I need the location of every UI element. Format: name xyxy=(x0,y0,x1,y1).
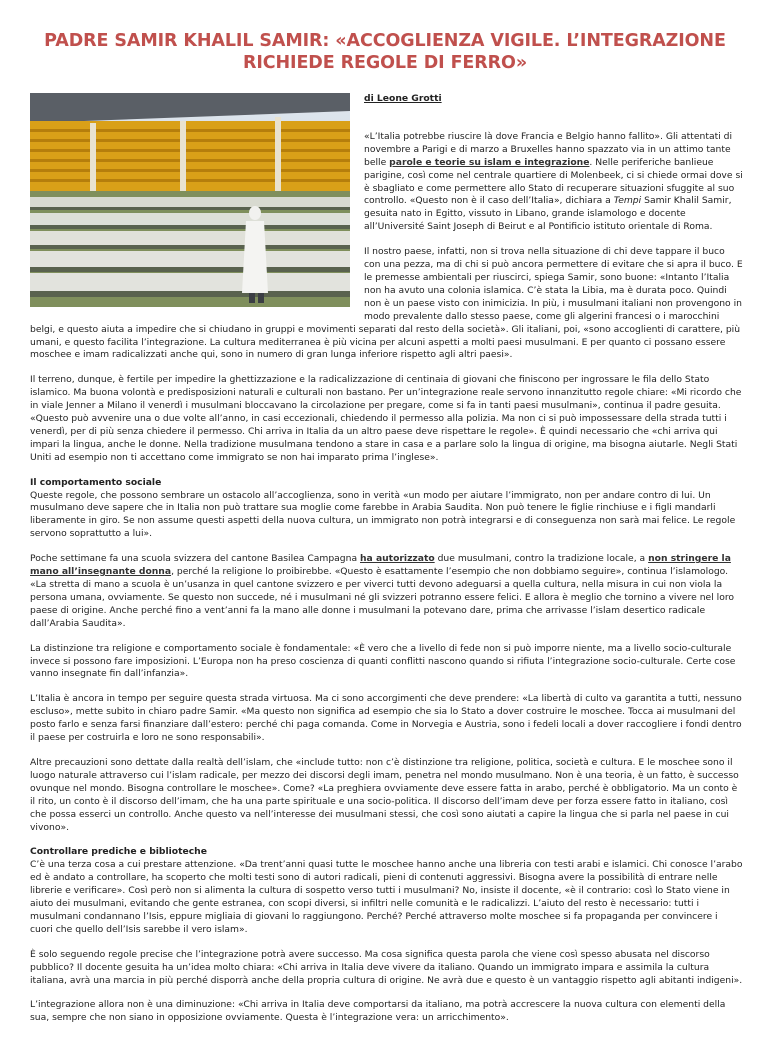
paragraph-10: È solo seguendo regole precise che l’integrazione potrà avere successo. Ma cosa significa questa parola che viene così spesso abusata nel discorso pubblico? Il docente gesuita ha un’idea molto chiara: «Chi arriva in Italia deve vivere da italiano. Quando un immigrato impara e assimila la cultura italiana, avrà una marcia in più perché disporrà anche della propria cultura di origine. Ne avrà due e questo è un vantaggio rispetto agli abitanti indigeni». xyxy=(30,948,743,986)
link-non-stringere-mano[interactable]: non stringere la mano all’insegnante donna xyxy=(30,553,731,578)
tempi-em: Tempi xyxy=(613,195,642,207)
paragraph-8: Altre precauzioni sono dettate dalla realtà dell’islam, che «include tutto: non c’è distinzione tra religione, politica, società e cultura. E le moschee sono il luogo naturale attraverso cui l’islam radicale, per mezzo dei discorsi degli imam, penetra nel mondo musulmano. Non è una teoria, è un fatto, è successo ovunque nel mondo. Bisogna controllare le moschee». Come? «La preghiera ovviamente deve essere fatta in arabo, perché è obbligatorio. Ma un conto è il rito, un conto è il discorso dell’imam, che ha una parte spirituale e una socio-politica. Il discorso dell’imam deve per forza essere fatto in italiano, così che possa esserci un controllo. Anche questo va nell’interesse dei musulmani stessi, che così sono aiutati a capire la lingua che si parla nel paese in cui vivono». xyxy=(30,756,739,833)
section-heading-1: Il comportamento sociale xyxy=(30,476,162,488)
link-ha-autorizzato[interactable]: ha autorizzato xyxy=(360,553,435,565)
paragraph-2: Il nostro paese, infatti, non si trova nella situazione di chi deve tappare il buco con una pezza, ma di chi si può ancora permettere di evitare che si apra il buco. E le premesse ambientali per riuscirci, spiega Samir, sono buone: «Intanto l’Italia non ha avuto una colonia islamica. C’è stata la Libia, ma è durata poco. Quindi non è un paese visto con inimicizia. In più, i musulmani italiani non provengono in modo prevalente dallo stesso paese, come gli algerini francesi o i marocchini belgi, e questo aiuta a impedire che si chiudano in gruppi e movimenti separati dal resto della società». Gli italiani, poi, «sono accoglienti di carattere, più umani, e questo facilita l’integrazione. La cultura mediterranea è più vicina per alcuni aspetti a molti paesi musulmani. E per quanto ci possano essere moschee e imam radicalizzati anche qui, sono in numero di gran lunga inferiore rispetto agli altri paesi». xyxy=(30,246,743,361)
article-title: PADRE SAMIR KHALIL SAMIR: «ACCOGLIENZA VIGILE. L’INTEGRAZIONE RICHIEDE REGOLE DI FERRO» xyxy=(44,31,726,73)
paragraph-9: C’è una terza cosa a cui prestare attenzione. «Da trent’anni quasi tutte le moschee hanno anche una libreria con testi arabi e islamici. Chi conosce l’arabo ed è andato a controllare, ha scoperto che molti testi sono di autori radicali, pieni di contenuti aggressivi. Bisogna avere la possibilità di entrare nelle librerie e verificare». Così però non si alimenta la cultura di sospetto verso tutti i musulmani? No, insiste il docente, «è il contrario: così lo Stato viene in aiuto dei musulmani, evitando che gente estranea, con scopi diversi, si infiltri nelle comunità e le radicalizzi. L’aiuto del resto è necessario: tutti i musulmani condannano l’Isis, eppure migliaia di giovani lo raggiungono. Perché? Perché attraverso molte moschee si fa propaganda per convincere i cuori che quello dell’Isis sarebbe il vero islam». xyxy=(30,859,743,935)
paragraph-3: Il terreno, dunque, è fertile per impedire la ghettizzazione e la radicalizzazione di centinaia di giovani che finiscono per ingrossare le fila dello Stato islamico. Ma buona volontà e predisposizioni naturali e culturali non bastano. Per un’integrazione reale servono innanzitutto regole chiare: «Mi ricordo che in viale Jenner a Milano il venerdì i musulmani bloccavano la circolazione per pregare, come si fa in tanti paesi musulmani», continua il padre gesuita. «Questo può avvenire una o due volte all’anno, in casi eccezionali, chiedendo il permesso alla polizia. Ma non ci si può impossessare della strada tutti i venerdì, per di più senza chiedere il permesso. Chi arriva in Italia da un altro paese deve rispettare le regole». È quindi necessario che «chi arriva qui impari la lingua, anche le donne. Nella tradizione musulmana tendono a stare in casa e a parlare solo la lingua di origine, ma bisogna aiutarle. Negli Stati Uniti ad esempio non ti accettano come immigrato se non hai imparato prima l’inglese». xyxy=(30,374,742,463)
paragraph-5: Poche settimane fa una scuola svizzera del cantone Basilea Campagna ha autorizzato due musulmani, contro la tradizione locale, a non stringere la mano all’insegnante donna, perché la religione lo proibirebbe. «Questo è esattamente l’esempio che non dobbiamo seguire», continua l’islamologo. «La stretta di mano a scuola è un’usanza in quel cantone svizzero e per viverci tutti devono adeguarsi a quella cultura, nella misura in cui non viola la persona umana, ovviamente. Se questo non succede, né i musulmani né gli svizzeri potranno essere felici. E allora è meglio che tornino a vivere nel loro paese di origine. Anche perché fino a vent’anni fa la mano alle donne i musulmani la potevano dare, prima che arrivasse l’islam desertico radicale dall’Arabia Saudita». xyxy=(30,553,735,629)
section-heading-2: Controllare prediche e biblioteche xyxy=(30,846,207,858)
paragraph-6: La distinzione tra religione e comportamento sociale è fondamentale: «È vero che a livello di fede non si può imporre niente, ma a livello socio-culturale invece si possono fare imposizioni. L’Europa non ha preso coscienza di quanti conflitti nascono quando si rifiuta l’integrazione socio-culturale. Certe cose vanno insegnate fin dall’infanzia». xyxy=(30,642,736,680)
article-photo xyxy=(30,93,350,307)
paragraph-1: «L’Italia potrebbe riuscire là dove Francia e Belgio hanno fallito». Gli attentati di novembre a Parigi e di marzo a Bruxelles hanno spazzato via in un attimo tante belle parole e teorie su islam e integrazione. Nelle periferiche banlieue parigine, così come nel centrale quartiere di Molenbeek, ci si chiede ormai dove si è sbagliato e come permettere allo Stato di recuperare situazioni sfuggite al suo controllo. «Questo non è il caso dell’Italia», dichiara a Tempi Samir Khalil Samir, gesuita nato in Egitto, vissuto in Libano, grande islamologo e docente all’Université Saint Joseph di Beirut e al Pontificio istituto orientale di Roma. xyxy=(364,130,743,233)
article-body xyxy=(30,93,743,1037)
paragraph-11: L’integrazione allora non è una diminuzione: «Chi arriva in Italia deve comportarsi da italiano, ma potrà accrescere la nuova cultura con elementi della sua, sempre che non siano in opposizione ovviamente. Questa è l’integrazione vera: un arricchimento». xyxy=(30,999,726,1024)
paragraph-7: L’Italia è ancora in tempo per seguire questa strada virtuosa. Ma ci sono accorgimenti che deve prendere: «La libertà di culto va garantita a tutti, nessuno escluso», mette subito in chiaro padre Samir. «Ma questo non significa ad esempio che sia lo Stato a dover costruire le moschee. Tocca ai musulmani del posto farlo e senza farsi finanziare dall’estero: perché chi paga comanda. Come in Norvegia e Austria, sono i fedeli locali a dover raccogliere i fondi dentro il paese per costruirla e loro ne sono responsabili». xyxy=(30,693,742,744)
link-islam-integrazione[interactable]: parole e teorie su islam e integrazione xyxy=(389,156,590,168)
byline[interactable]: di Leone Grotti xyxy=(364,93,442,104)
paragraph-4: Queste regole, che possono sembrare un ostacolo all’accoglienza, sono in verità «un modo per aiutare l’immigrato, non per andare contro di lui. Un musulmano deve sapere che in Italia non può trattare sua moglie come farebbe in Arabia Saudita. Non può tenere le figlie rinchiuse e i figli mandarli liberamente in giro. Se non assume questi aspetti della nuova cultura, un immigrato non potrà integrarsi e di conseguenza non sarà mai felice. Le regole servono soprattutto a lui». xyxy=(30,489,736,540)
